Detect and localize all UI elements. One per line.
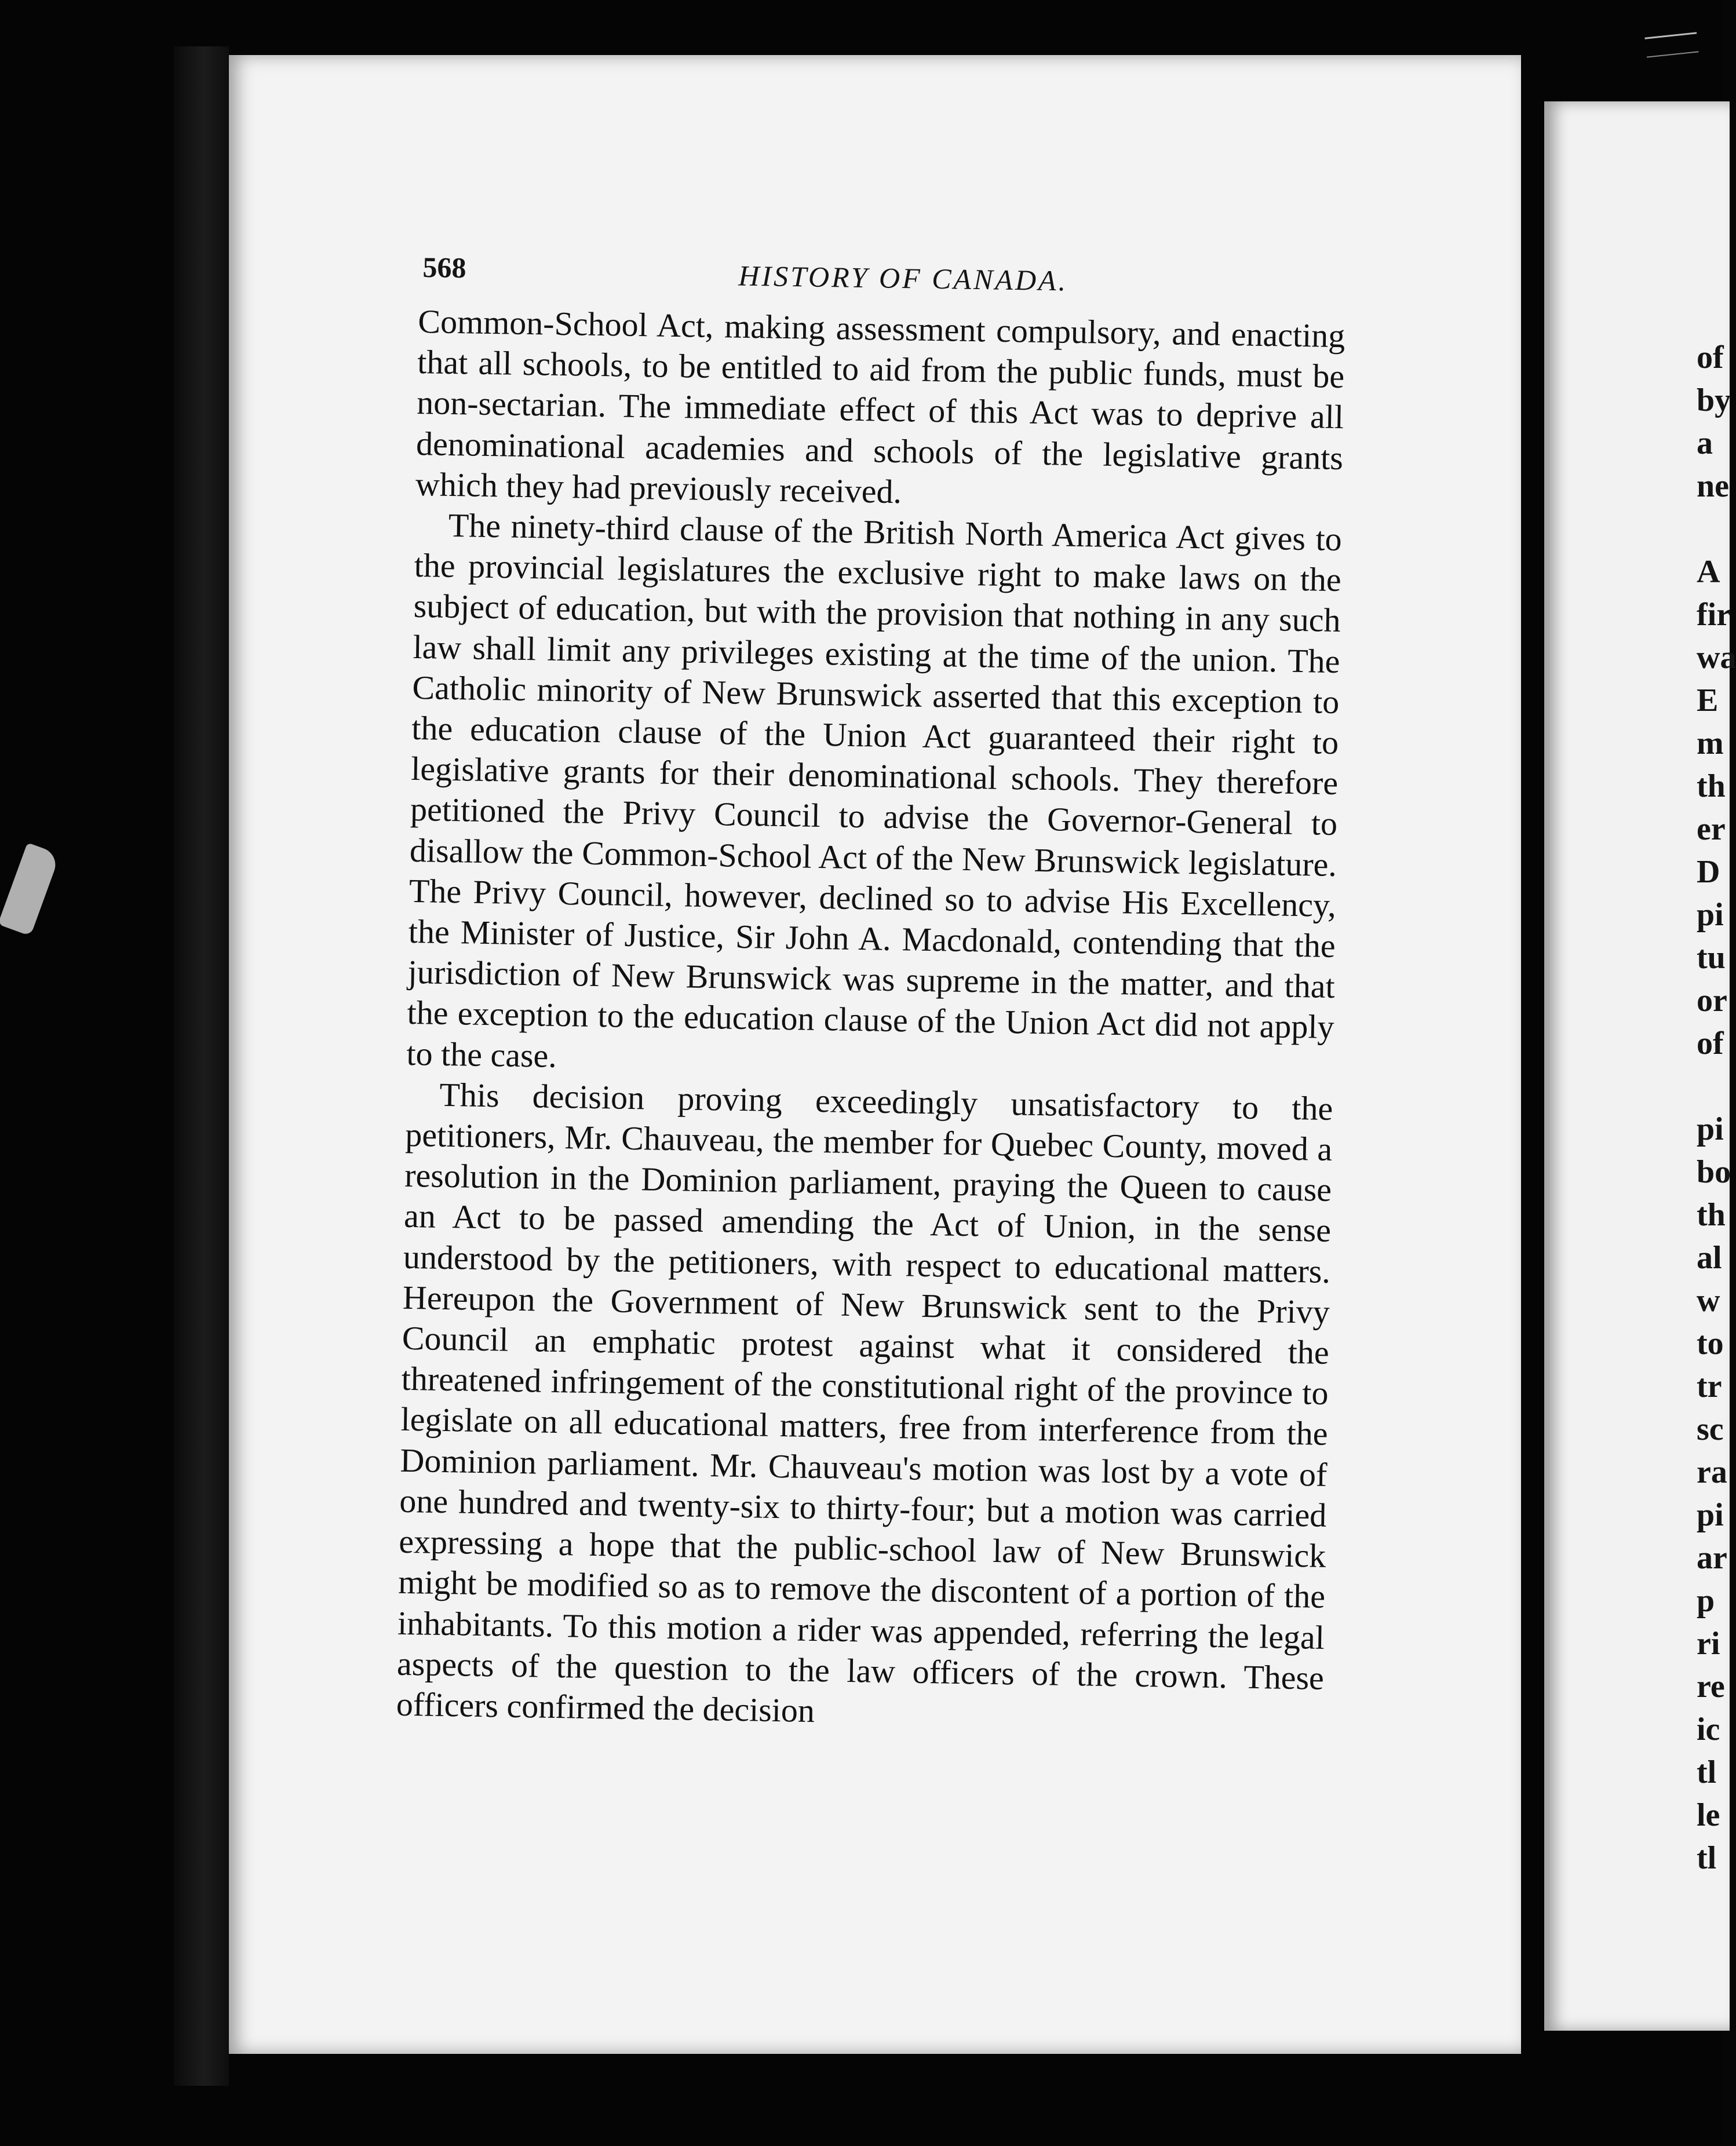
fragment-line: tl (1697, 1840, 1717, 1876)
fragment-line: ne (1697, 468, 1729, 504)
fragment-line: th (1697, 768, 1726, 804)
fragment-line (1697, 1065, 1731, 1108)
fragment-line: ic (1697, 1711, 1720, 1747)
fragment-line: er (1697, 811, 1726, 847)
page-number: 568 (422, 250, 466, 284)
fragment-line: by (1697, 382, 1731, 418)
paragraph-3: This decision proving exceedingly unsatisfactory to the petitioners, Mr. Chauveau, the member for Quebec County, moved a resolution in the Dominion parliament, praying the Queen to cause an Act to be passed amending the Act of Union, in the sense understood by the petitioners, with respect to educational matters. Hereupon the Government of New Brunswick sent to the Privy Council an emphatic protest against what it considered the threatened infringement of the constitutional right of the province to legislate on all educational matters, free from interference from the Dominion parliament. Mr. Chauveau's motion was lost by a vote of one hundred and twenty-six to thirty-four; but a motion was carried expressing a hope that the public-school law of New Brunswick might be modified so as to remove the discontent of a portion of the inhabitants. To this motion a rider was appended, referring the legal aspects of the question to the law officers of the crown. These officers confirmed the decision (396, 1075, 1333, 1729)
fragment-line: pi (1697, 1497, 1724, 1533)
fragment-line: pi (1697, 1111, 1724, 1147)
fragment-line: tr (1697, 1368, 1722, 1404)
book-binding-shadow (174, 46, 229, 2086)
fragment-line: ri (1697, 1626, 1720, 1662)
page-body (396, 301, 1345, 1739)
corner-mark (1644, 32, 1698, 57)
fragment-line: al (1697, 1240, 1722, 1276)
fragment-line: of (1697, 1025, 1724, 1061)
fragment-line: le (1697, 1797, 1720, 1833)
fragment-line: to (1697, 1326, 1724, 1362)
paper-fragment (0, 842, 60, 936)
fragment-line: th (1697, 1197, 1726, 1233)
fragment-line: ra (1697, 1454, 1727, 1490)
fragment-line: tu (1697, 940, 1726, 976)
fragment-line: pi (1697, 897, 1724, 933)
fragment-line: m (1697, 725, 1724, 761)
fragment-line: fir (1697, 597, 1731, 633)
facing-page-text-fragments (1697, 336, 1736, 1879)
fragment-line: of (1697, 340, 1724, 375)
fragment-line: a (1697, 425, 1713, 461)
fragment-line: bo (1697, 1154, 1731, 1190)
fragment-line: sc (1697, 1411, 1724, 1447)
fragment-line: p (1697, 1583, 1715, 1619)
fragment-line: E (1697, 683, 1719, 718)
paragraph-2: The ninety-third clause of the British North America Act gives to the provincial legislatures the exclusive right to make laws on the subject of education, but with the provision that nothing in any such law shall limit any privileges existing at the time of the union. The Catholic minority of New Brunswick asserted that this exception to the education clause of the Union Act guaranteed their right to legislative grants for their denominational schools. They therefore petitioned the Privy Council to advise the Governor-General to disallow the Common-School Act of the New Brunswick legislature. The Privy Council, however, declined so to advise His Excellency, the Minister of Justice, Sir John A. Macdonald, contending that the jurisdiction of New Brunswick was supreme in the matter, and that the exception to the education clause of the Union Act did not apply to the case. (406, 506, 1343, 1075)
fragment-line: tl (1697, 1754, 1717, 1790)
fragment-line: D (1697, 854, 1720, 890)
fragment-line: or (1697, 983, 1727, 1019)
fragment-line: ar (1697, 1540, 1727, 1576)
fragment-line: re (1697, 1669, 1725, 1705)
fragment-line: A (1697, 554, 1720, 590)
paragraph-1: Common-School Act, making assessment compulsory, and enacting that all schools, to be entitled to aid from the public funds, must be non-sectarian. The immediate effect of this Act was to deprive all denominational academies and schools of the legislative grants which they had previously received. (415, 302, 1345, 510)
fragment-line (1697, 508, 1731, 550)
fragment-line: w (1697, 1283, 1720, 1319)
running-head-title: HISTORY OF CANADA. (738, 259, 1068, 297)
fragment-line: wa (1697, 640, 1736, 676)
